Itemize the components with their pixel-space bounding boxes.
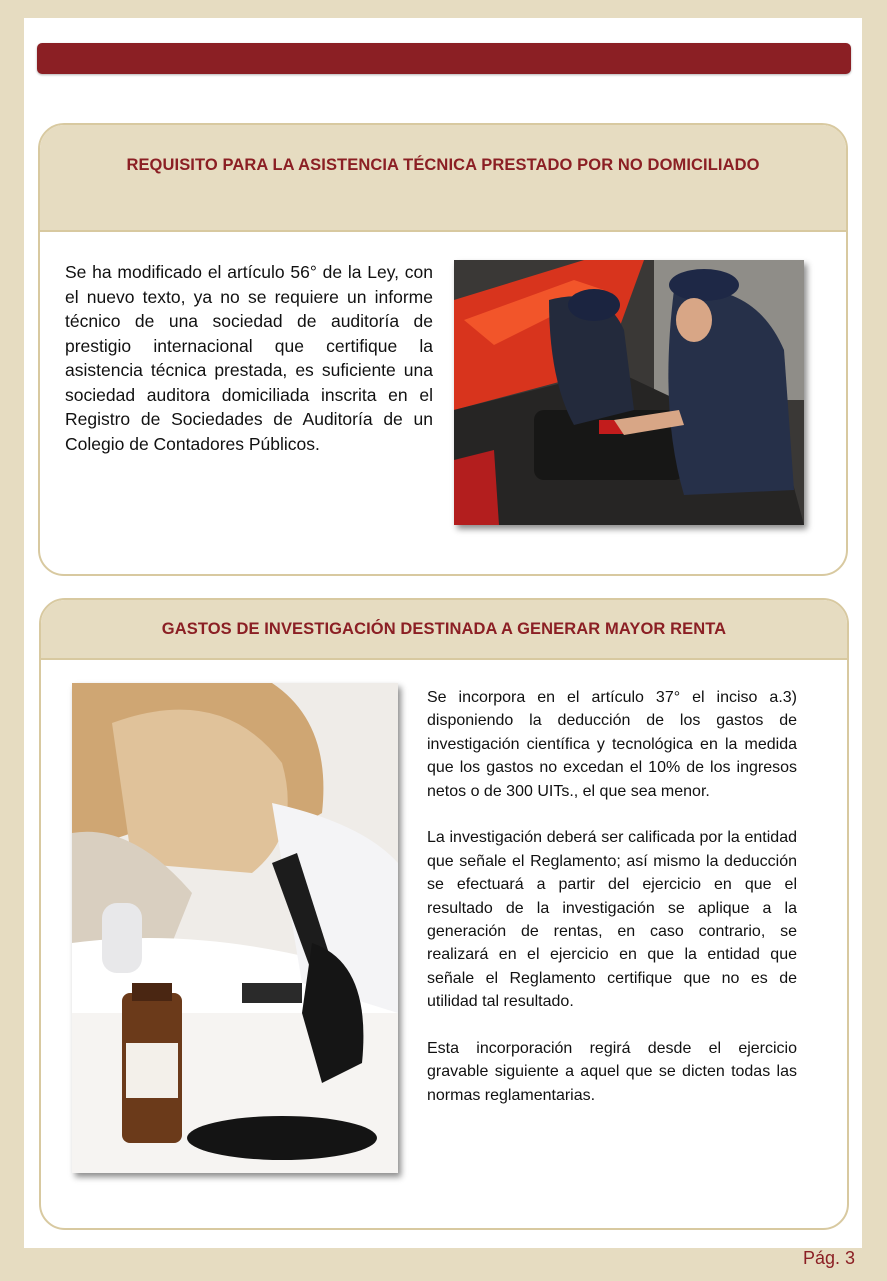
researcher-illustration xyxy=(72,683,398,1173)
section-research-expenses xyxy=(39,598,849,1230)
section-header xyxy=(41,600,847,660)
mechanics-illustration xyxy=(454,260,804,525)
section-paragraph: La investigación deberá ser calificada por la entidad que señale el Reglamento; así mismo la deducción se efectuará a partir del ejercicio en que el resultado de la investigación se aplique a la generación de rentas, en caso contrario, se realizará en el ejercicio en que la entidad que señale el Reglamento certifique que no es de utilidad tal resultado. xyxy=(427,829,797,1011)
section-header xyxy=(40,125,846,232)
page-number: Pág. 3 xyxy=(802,1248,855,1268)
section-paragraph: Esta incorporación regirá desde el ejercicio gravable siguiente a aquel que se dicten todas las normas reglamentarias. xyxy=(427,1040,797,1104)
section-title: REQUISITO PARA LA ASISTENCIA TÉCNICA PRESTADO POR NO DOMICILIADO xyxy=(126,156,760,174)
section-paragraph: Se ha modificado el artículo 56° de la Ley, con el nuevo texto, ya no se requiere un informe técnico de una sociedad de auditoría de prestigio internacional que certifique la asistencia técnica prestada, es suficiente una sociedad auditora domiciliada inscrita en el Registro de Sociedades de Auditoría de un Colegio de Contadores Públicos. xyxy=(65,262,433,454)
section-technical-assistance xyxy=(38,123,848,576)
header-bar xyxy=(37,43,851,74)
microscope-photo xyxy=(72,683,398,1173)
section-body xyxy=(427,686,797,1131)
mechanics-photo xyxy=(454,260,804,525)
section-title: GASTOS DE INVESTIGACIÓN DESTINADA A GENERAR MAYOR RENTA xyxy=(161,619,727,638)
page xyxy=(24,18,862,1248)
section-paragraph: Se incorpora en el artículo 37° el inciso a.3) disponiendo la deducción de los gastos de investigación científica y tecnológica en la medida que los gastos no excedan el 10% de los ingresos netos o de 300 UITs., el que sea menor. xyxy=(427,689,797,800)
